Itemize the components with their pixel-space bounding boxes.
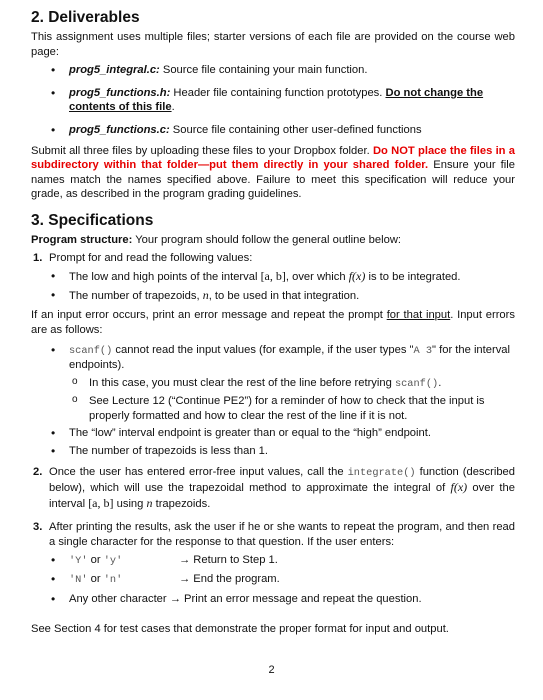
option-no: • 'N' or 'n' → End the program.: [31, 572, 515, 588]
scanf-sub-list: [31, 376, 515, 424]
input-errors-intro: If an input error occurs, print an error message and repeat the prompt for that input. Input errors are as follows:: [31, 309, 515, 336]
clear-line-item: o In this case, you must clear the rest of the line before retrying scanf().: [31, 376, 515, 392]
input-error-list: [31, 343, 515, 373]
error-interval-item: • The “low” interval endpoint is greater than or equal to the “high” endpoint.: [31, 426, 515, 441]
submission-instructions: Submit all three files by uploading these files to your Dropbox folder. Do NOT place the files in a subdirectory within that folder—put them directly in your shared folder. Ensure your file names match the names specified above. Failure to meet this specification will reduce your grade, as described in the program grading guidelines.: [31, 144, 515, 201]
error-scanf-item: • scanf() cannot read the input values (for example, if the user types "A 3" for the interval endpoints).: [31, 343, 515, 373]
deliverables-file-list: [31, 63, 515, 137]
file-item-functions-c: • prog5_functions.c: Source file containing other user-defined functions: [31, 123, 515, 138]
step-2: 2. Once the user has entered error-free input values, call the integrate() function (described below), which will use the trapezoidal method to approximate the integral of f(x) over the interval [a, b] using n trapezoids.: [33, 465, 515, 510]
step-1: 1. Prompt for and read the following values:: [33, 251, 253, 264]
input-error-list-cont: [31, 426, 515, 458]
section-3-heading: 3. Specifications: [31, 211, 154, 229]
option-yes: • 'Y' or 'y' → Return to Step 1.: [31, 553, 515, 569]
step-1-values: [31, 269, 515, 303]
file-item-integral: • prog5_integral.c: Source file containing your main function.: [31, 63, 515, 78]
lecture-reference-item: o See Lecture 12 (“Continue PE2”) for a reminder of how to check that the input is properly formatted and how to clear the rest of the line if it is not.: [31, 394, 515, 423]
section-4-reference: See Section 4 for test cases that demonstrate the proper format for input and output.: [31, 623, 449, 636]
file-item-functions-h: • prog5_functions.h: Header file containing function prototypes. Do not change the contents of this file.: [31, 86, 515, 115]
specification-steps: [31, 251, 515, 266]
trapezoid-count-item: • The number of trapezoids, n, to be used in that integration.: [31, 288, 515, 304]
program-structure: Program structure: Your program should follow the general outline below:: [31, 233, 402, 246]
response-options: [31, 553, 515, 607]
step-3: 3. After printing the results, ask the user if he or she wants to repeat the program, and then read a single character for the response to that question. If the user enters:: [33, 521, 515, 549]
page-number: 2: [268, 664, 275, 676]
error-trapezoids-item: • The number of trapezoids is less than 1.: [31, 444, 515, 459]
interval-value-item: • The low and high points of the interval [a, b], over which f(x) is to be integrated.: [31, 269, 515, 285]
deliverables-intro: This assignment uses multiple files; starter versions of each file are provided on the course web page:: [31, 31, 515, 58]
specification-steps-cont: [31, 465, 515, 550]
option-other: • Any other character → Print an error message and repeat the question.: [31, 592, 515, 607]
section-2-heading: 2. Deliverables: [31, 9, 140, 26]
submission-warning: Do NOT place the files in a subdirectory within that folder—put them directly in your shared folder.: [31, 144, 515, 172]
